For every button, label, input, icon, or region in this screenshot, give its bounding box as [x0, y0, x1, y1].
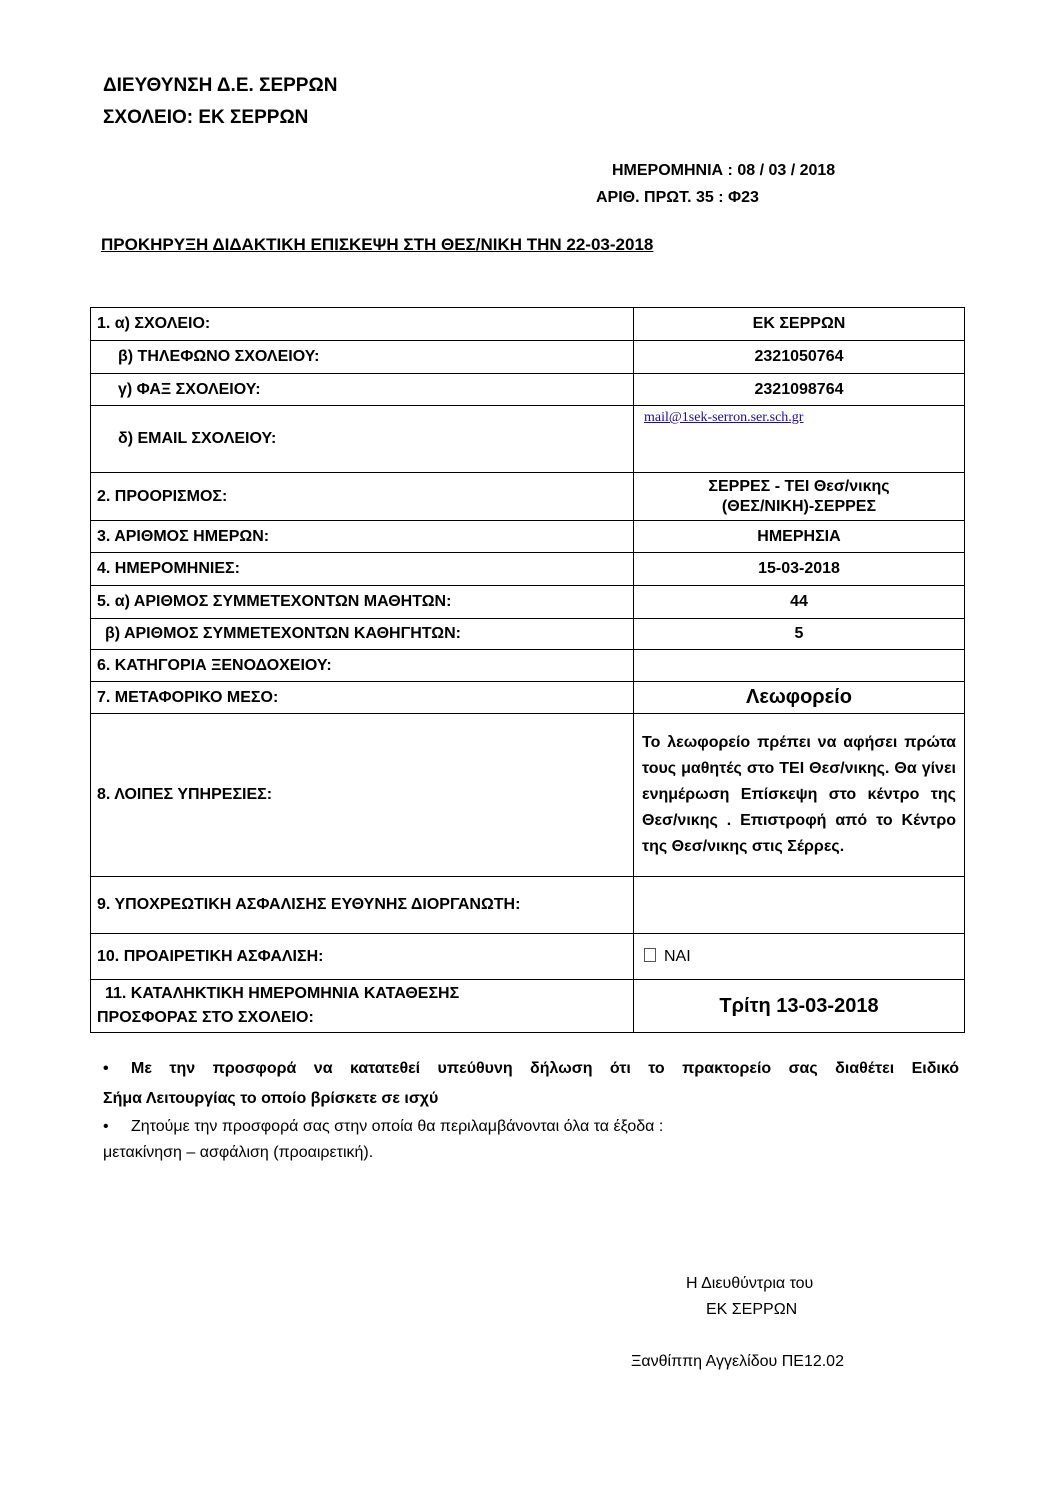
document-date: ΗΜΕΡΟΜΗΝΙΑ : 08 / 03 / 2018	[612, 162, 836, 179]
note-1-text: Με την προσφορά να κατατεθεί υπεύθυνη δήλωση ότι το πρακτορείο σας διαθέτει Ειδικό	[131, 1060, 959, 1077]
teachers-label: β) ΑΡΙΘΜΟΣ ΣΥΜΜΕΤΕΧΟΝΤΩΝ ΚΑΘΗΓΗΤΩΝ:	[91, 619, 634, 650]
school-value: ΕΚ ΣΕΡΡΩΝ	[634, 308, 965, 341]
document-title: ΠΡΟΚΗΡΥΞΗ ΔΙΔΑΚΤΙΚΗ ΕΠΙΣΚΕΨΗ ΣΤΗ ΘΕΣ/ΝΙΚΗ ΤΗΝ 22-03-2018	[101, 235, 654, 254]
table-row	[91, 553, 965, 586]
signature-school: ΕΚ ΣΕΡΡΩΝ	[706, 1301, 798, 1318]
deadline-value: Τρίτη 13-03-2018	[634, 980, 965, 1033]
school-label: 1. α) ΣΧΟΛΕΙΟ:	[91, 308, 634, 341]
protocol-number: ΑΡΙΘ. ΠΡΩΤ. 35 : Φ23	[596, 189, 759, 206]
phone-label: β) ΤΗΛΕΦΩΝΟ ΣΧΟΛΕΙΟΥ:	[91, 341, 634, 374]
table-row	[91, 406, 965, 473]
services-value: Το λεωφορείο πρέπει να αφήσει πρώτα τους μαθητές στο ΤΕΙ Θεσ/νικης. Θα γίνει ενημέρωση Επίσκεψη στο κέντρο της Θεσ/νικης . Επιστροφή από το Κέντρο της Θεσ/νικης στις Σέρρες.	[642, 734, 956, 855]
table-row	[91, 521, 965, 553]
days-label: 3. ΑΡΙΘΜΟΣ ΗΜΕΡΩΝ:	[91, 521, 634, 553]
table-row	[91, 619, 965, 650]
transport-label: 7. ΜΕΤΑΦΟΡΙΚΟ ΜΕΣΟ:	[91, 682, 634, 714]
phone-value: 2321050764	[634, 341, 965, 374]
fax-value: 2321098764	[634, 374, 965, 406]
email-label: δ) EMAIL ΣΧΟΛΕΙΟΥ:	[91, 406, 634, 473]
liability-value	[634, 877, 965, 934]
destination-value	[634, 473, 965, 521]
students-label: 5. α) ΑΡΙΘΜΟΣ ΣΥΜΜΕΤΕΧΟΝΤΩΝ ΜΑΘΗΤΩΝ:	[91, 586, 634, 619]
destination-line-2: (ΘΕΣ/ΝΙΚΗ)-ΣΕΡΡΕΣ	[721, 497, 877, 515]
email-link[interactable]: mail@1sek-serron.ser.sch.gr	[644, 410, 804, 425]
services-label: 8. ΛΟΙΠΕΣ ΥΠΗΡΕΣΙΕΣ:	[91, 714, 634, 877]
deadline-label-line-1: 11. ΚΑΤΑΛΗΚΤΙΚΗ ΗΜΕΡΟΜΗΝΙΑ ΚΑΤΑΘΕΣΗΣ	[105, 985, 460, 1002]
days-value: ΗΜΕΡΗΣΙΑ	[634, 521, 965, 553]
liability-label: 9. ΥΠΟΧΡΕΩΤΙΚΗ ΑΣΦΑΛΙΣΗΣ ΕΥΘΥΝΗΣ ΔΙΟΡΓΑΝΩΤΗ:	[91, 877, 634, 934]
hotel-label: 6. ΚΑΤΗΓΟΡΙΑ ΞΕΝΟΔΟΧΕΙΟΥ:	[91, 650, 634, 682]
email-cell	[634, 406, 965, 473]
table-row	[91, 682, 965, 714]
deadline-label	[91, 980, 634, 1033]
table-row	[91, 980, 965, 1033]
table-row	[91, 714, 965, 877]
optional-insurance-value: ΝΑΙ	[664, 947, 691, 965]
note-1-line-2: Σήμα Λειτουργίας το οποίο βρίσκετε σε ισχύ	[103, 1090, 439, 1107]
deadline-label-line-2: ΠΡΟΣΦΟΡΑΣ ΣΤΟ ΣΧΟΛΕΙΟ:	[97, 1009, 314, 1026]
signature-name: Ξανθίππη Αγγελίδου ΠΕ12.02	[631, 1353, 844, 1370]
table-row	[91, 586, 965, 619]
services-cell	[634, 714, 965, 877]
destination-label: 2. ΠΡΟΟΡΙΣΜΟΣ:	[91, 473, 634, 521]
teachers-value: 5	[634, 619, 965, 650]
table-row	[91, 473, 965, 521]
table-row	[91, 650, 965, 682]
note-2-text: Ζητούμε την προσφορά σας στην οποία θα περιλαμβάνονται όλα τα έξοδα :	[131, 1118, 664, 1135]
destination-line-1: ΣΕΡΡΕΣ - ΤΕΙ Θεσ/νικης	[708, 477, 890, 495]
trip-details-table	[90, 307, 965, 1033]
table-row	[91, 308, 965, 341]
dates-label: 4. ΗΜΕΡΟΜΗΝΙΕΣ:	[91, 553, 634, 586]
transport-value: Λεωφορείο	[634, 682, 965, 714]
table-row	[91, 877, 965, 934]
note-2-line-2: μετακίνηση – ασφάλιση (προαιρετική).	[103, 1144, 374, 1161]
students-value: 44	[634, 586, 965, 619]
optional-insurance-label: 10. ΠΡΟΑΙΡΕΤΙΚΗ ΑΣΦΑΛΙΣΗ:	[91, 934, 634, 980]
school-heading: ΣΧΟΛΕΙΟ: ΕΚ ΣΕΡΡΩΝ	[103, 107, 309, 128]
directorate-heading: ΔΙΕΥΘΥΝΣΗ Δ.Ε. ΣΕΡΡΩΝ	[103, 75, 338, 96]
signature-role: Η Διευθύντρια του	[686, 1275, 814, 1292]
table-row	[91, 341, 965, 374]
bullet-icon: •	[103, 1118, 109, 1135]
table-row	[91, 374, 965, 406]
checkbox-icon[interactable]	[644, 948, 656, 962]
note-2-line-1	[103, 1118, 663, 1136]
note-1-line-1	[103, 1060, 959, 1078]
bullet-icon: •	[103, 1060, 109, 1077]
hotel-value	[634, 650, 965, 682]
dates-value: 15-03-2018	[634, 553, 965, 586]
optional-insurance-cell	[634, 934, 965, 980]
fax-label: γ) ΦΑΞ ΣΧΟΛΕΙΟΥ:	[91, 374, 634, 406]
table-row	[91, 934, 965, 980]
